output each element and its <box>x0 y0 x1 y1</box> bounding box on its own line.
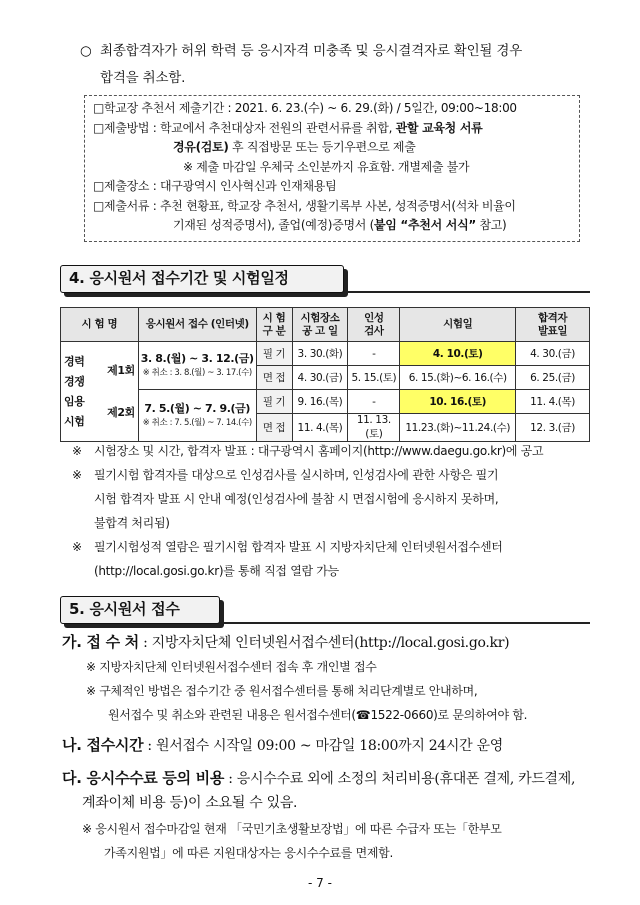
submission-method: □제출방법 : 학교에서 추천대상자 전원의 관련서류를 취합, 관할 교육청 서류 <box>93 120 483 135</box>
section-4-title: 4. 응시원서 접수기간 및 시험일정 <box>60 265 344 293</box>
exam-type-cell: 면 접 <box>256 414 292 442</box>
aptitude-date-cell: 5. 15.(토) <box>348 366 400 390</box>
circle-bullet: ○ <box>80 43 92 59</box>
exam-group-cell <box>61 342 139 442</box>
submission-documents-cont: 기재된 성적증명서), 졸업(예정)증명서 (붙임 “추천서 서식” 참고) <box>173 218 507 232</box>
notice-date-cell: 3. 30.(화) <box>292 342 348 366</box>
intro-line-1: 최종합격자가 허위 학력 등 응시자격 미충족 및 응시결격자로 확인될 경우 <box>100 43 523 59</box>
submission-place: □제출장소 : 대구광역시 인사혁신과 인재채용팀 <box>93 179 337 193</box>
exam-type-cell: 필 기 <box>256 342 292 366</box>
table-header-row <box>61 308 590 342</box>
exam-date-cell: 10. 16.(토) <box>400 390 516 414</box>
note-2: ※ 필기시험 합격자를 대상으로 인성검사를 실시하며, 인성검사에 관한 사항은 필기 <box>72 468 499 482</box>
result-date-cell: 6. 25.(금) <box>516 366 590 390</box>
note-3: ※ 필기시험성적 열람은 필기시험 합격자 발표 시 지방자치단체 인터넷원서접수센터 <box>72 540 503 554</box>
notice-date-cell: 4. 30.(금) <box>292 366 348 390</box>
section-5-heading <box>60 596 590 624</box>
exam-type-cell: 면 접 <box>256 366 292 390</box>
item-b: 나. 접수시간 : 원서접수 시작일 09:00 ~ 마감일 18:00까지 24시간 운영 <box>62 736 503 754</box>
page-number: - 7 - <box>308 876 332 890</box>
application-period-cell: 7. 5.(월) ~ 7. 9.(금) ※ 취소 : 7. 5.(월) ~ 7. 14.(수) <box>138 390 256 442</box>
round-name: 제1회 <box>107 363 135 377</box>
notice-date-cell: 11. 4.(목) <box>292 414 348 442</box>
submission-method-cont: 경유(검토) 후 직접방문 또는 등기우편으로 제출 <box>173 140 416 154</box>
notice-date-cell: 9. 16.(목) <box>292 390 348 414</box>
result-date-cell: 12. 3.(금) <box>516 414 590 442</box>
section-4-heading <box>60 265 590 293</box>
exam-date-cell: 6. 15.(화)~6. 16.(수) <box>400 366 516 390</box>
submission-info-box <box>84 95 580 242</box>
header-aptitude: 인성 검사 <box>348 308 400 342</box>
exam-date-cell: 11.23.(화)~11.24.(수) <box>400 414 516 442</box>
submission-documents: □제출서류 : 추천 현황표, 학교장 추천서, 생활기록부 사본, 성적증명서(석차 비율이 <box>93 198 516 213</box>
item-c: 다. 응시수수료 등의 비용 : 응시수수료 외에 소정의 처리비용(휴대폰 결제, 카드결제, <box>62 769 576 787</box>
submission-method-note: ※ 제출 마감일 우체국 소인분까지 유효함. 개별제출 불가 <box>183 159 470 174</box>
aptitude-date-cell: 11. 13.(토) <box>348 414 400 442</box>
result-date-cell: 4. 30.(금) <box>516 342 590 366</box>
section-5-title: 5. 응시원서 접수 <box>60 596 220 624</box>
submission-period: □학교장 추천서 제출기간 : 2021. 6. 23.(수) ~ 6. 29.(화) / 5일간, 09:00~18:00 <box>93 101 517 115</box>
aptitude-date-cell: - <box>348 342 400 366</box>
header-application: 응시원서 접수 (인터넷) <box>138 308 256 342</box>
item-a-note-2: ※ 구체적인 방법은 접수기간 중 원서접수센터를 통해 처리단계별로 안내하며, <box>86 684 478 698</box>
header-result-date: 합격자 발표일 <box>516 308 590 342</box>
item-c-note: ※ 응시원서 접수마감일 현재 「국민기초생활보장법」에 따른 수급자 또는「한부모 <box>82 822 502 836</box>
section-4-notes: ※ 시험장소 및 시간, 합격자 발표 : 대구광역시 홈페이지(http://www.daegu.go.kr)에 공고 ※ 필기시험 합격자를 대상으로 인성검사를 실시하며, 인성검사에 관한 사항은 필기 시험 합격자 발표 시 안내 예정(인성검사에 불참 시 면접시험에 응시하지 못하며, 불합격 처리됨) ※ 필기시험성적 열람은 필기시험 합격자 발표 시 지방자치단체 인터넷원서접수센터 (http://local.gosi.go.kr)를 통해 직접 열람 가능 <box>0 439 640 583</box>
application-period-cell: 3. 8.(월) ~ 3. 12.(금) ※ 취소 : 3. 8.(월) ~ 3. 17.(수) <box>138 342 256 390</box>
exam-group-label: 경력 경쟁 임용 시험 <box>64 354 85 428</box>
header-exam-name: 시 험 명 <box>61 308 139 342</box>
exam-schedule-table <box>60 307 590 442</box>
aptitude-date-cell: - <box>348 390 400 414</box>
exam-type-cell: 필 기 <box>256 390 292 414</box>
intro-line-2: 합격을 취소함. <box>100 70 186 86</box>
round-name: 제2회 <box>107 405 135 419</box>
section-5-items: 가. 접 수 처 : 지방자치단체 인터넷원서접수센터(http://local.gosi.go.kr) ※ 지방자치단체 인터넷원서접수센터 접속 후 개인별 접수 ※ 구체적인 방법은 접수기간 중 원서접수센터를 통해 처리단계별로 안내하며, 원서접수 및 취소와 관련된 내용은 원서접수센터(☎1522-0660)로 문의하여야 함. 나. 접수시간 : 원서접수 시작일 09:00 ~ 마감일 18:00까지 24시간 운영 다. 응시수수료 등의 비용 : 응시수수료 외에 소정의 처리비용(휴대폰 결제, 카드결제, 계좌이체 비용 등)이 소요될 수 있음. ※ 응시원서 접수마감일 현재 「국민기초생활보장법」에 따른 수급자 또는「한부모 가족지원법」에 따른 지원대상자는 응시수수료를 면제함. <box>0 630 640 865</box>
table-row <box>61 390 590 414</box>
result-date-cell: 11. 4.(목) <box>516 390 590 414</box>
item-a: 가. 접 수 처 : 지방자치단체 인터넷원서접수센터(http://local.gosi.go.kr) <box>62 633 510 651</box>
item-a-note-1: ※ 지방자치단체 인터넷원서접수센터 접속 후 개인별 접수 <box>86 660 377 674</box>
header-notice-date: 시험장소 공 고 일 <box>292 308 348 342</box>
table-row <box>61 342 590 366</box>
header-exam-type: 시 험 구 분 <box>256 308 292 342</box>
header-exam-date: 시험일 <box>400 308 516 342</box>
intro-paragraph <box>0 38 640 92</box>
exam-date-cell: 4. 10.(토) <box>400 342 516 366</box>
note-1: ※ 시험장소 및 시간, 합격자 발표 : 대구광역시 홈페이지(http://www.daegu.go.kr)에 공고 <box>72 444 544 458</box>
